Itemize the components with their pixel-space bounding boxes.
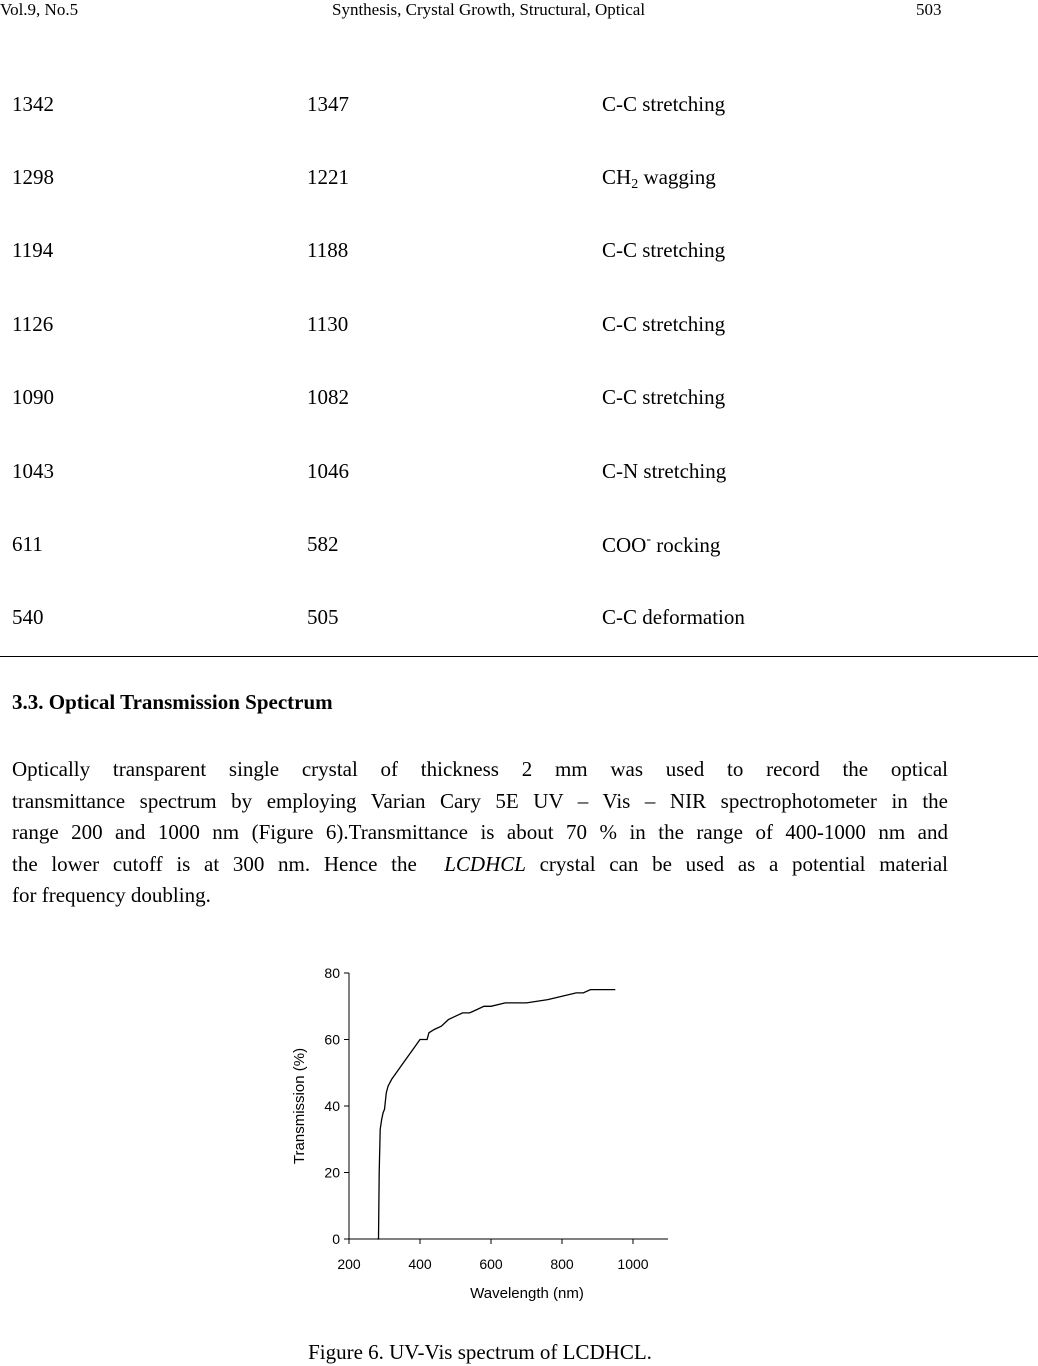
assign-text: CH [602,165,632,189]
table-row [0,165,1038,193]
table-cell: 1043 [12,459,54,483]
superscript: - [646,532,652,547]
table-cell: C-C stretching [602,238,726,262]
paragraph-line: for frequency doubling. [12,883,211,907]
table-row [0,459,1038,487]
x-tick-label: 200 [337,1256,361,1272]
paragraph-text: the lower cutoff is at 300 nm. Hence the [12,851,431,876]
x-tick-label: 600 [479,1256,503,1272]
y-tick-label: 0 [332,1231,340,1247]
table-row [0,605,1038,633]
y-tick-label: 80 [324,965,340,981]
chart-svg [280,955,700,1315]
table-cell: 1130 [307,312,349,336]
table-row [0,385,1038,413]
table-cell: 1188 [307,238,349,262]
section-heading: 3.3. Optical Transmission Spectrum [12,690,333,714]
y-tick-label: 60 [324,1031,340,1048]
table-cell: 1090 [12,385,54,409]
x-axis-label: Wavelength (nm) [470,1285,584,1302]
table-cell: 540 [12,605,44,629]
table-cell: C-C deformation [602,605,745,629]
table-cell: 1342 [12,92,54,116]
table-bottom-rule [0,656,1038,657]
table-cell: 1126 [12,312,54,336]
table-cell: C-C stretching [602,312,726,336]
table-cell [602,165,716,193]
series-line [377,990,615,1239]
table-cell: 1046 [307,459,349,483]
table-cell: C-C stretching [602,385,726,409]
table-row [0,532,1038,560]
paragraph-text: crystal can be used as a potential material [525,851,948,876]
table-cell: 505 [307,605,339,629]
y-axis-label: Transmission (%) [291,1047,308,1165]
journal-volume: Vol.9, No.5 [0,0,79,19]
paragraph-line: transmittance spectrum by employing Varian Cary 5E UV – Vis – NIR spectrophotometer in the [12,788,948,813]
running-title: Synthesis, Crystal Growth, Structural, Optical [332,0,646,19]
running-header [0,0,1038,24]
table-cell: 611 [12,532,43,556]
table-cell: 1347 [307,92,349,116]
figure-caption: Figure 6. UV-Vis spectrum of LCDHCL. [308,1340,652,1364]
table-cell: 1298 [12,165,54,189]
paragraph-line: Optically transparent single crystal of thickness 2 mm was used to record the optical [12,757,948,781]
table-cell: C-N stretching [602,459,727,483]
assign-text: rocking [651,533,721,557]
crystal-name: LCDHCL [444,851,526,876]
transmission-chart [280,955,700,1320]
y-tick-label: 20 [324,1164,340,1181]
table-row [0,238,1038,266]
x-tick-label: 400 [408,1256,432,1272]
x-tick-label: 800 [550,1256,574,1272]
y-tick-label: 40 [324,1098,340,1114]
assign-text: COO [602,533,647,557]
paragraph-line [12,849,948,881]
x-tick-label: 1000 [617,1256,649,1272]
table-cell: 1194 [12,238,54,262]
body-paragraph [12,754,948,912]
assign-text: wagging [638,165,716,189]
table-row [0,312,1038,340]
table-cell: 1221 [307,165,349,189]
page-number: 503 [916,0,942,19]
table-cell: 1082 [307,385,349,409]
table-cell [602,532,720,558]
subscript: 2 [631,177,639,192]
table-cell: 582 [307,532,339,556]
table-row [0,92,1038,120]
paragraph-line: range 200 and 1000 nm (Figure 6).Transmittance is about 70 % in the range of 400-1000 nm and [12,820,948,844]
table-cell: C-C stretching [602,92,726,116]
